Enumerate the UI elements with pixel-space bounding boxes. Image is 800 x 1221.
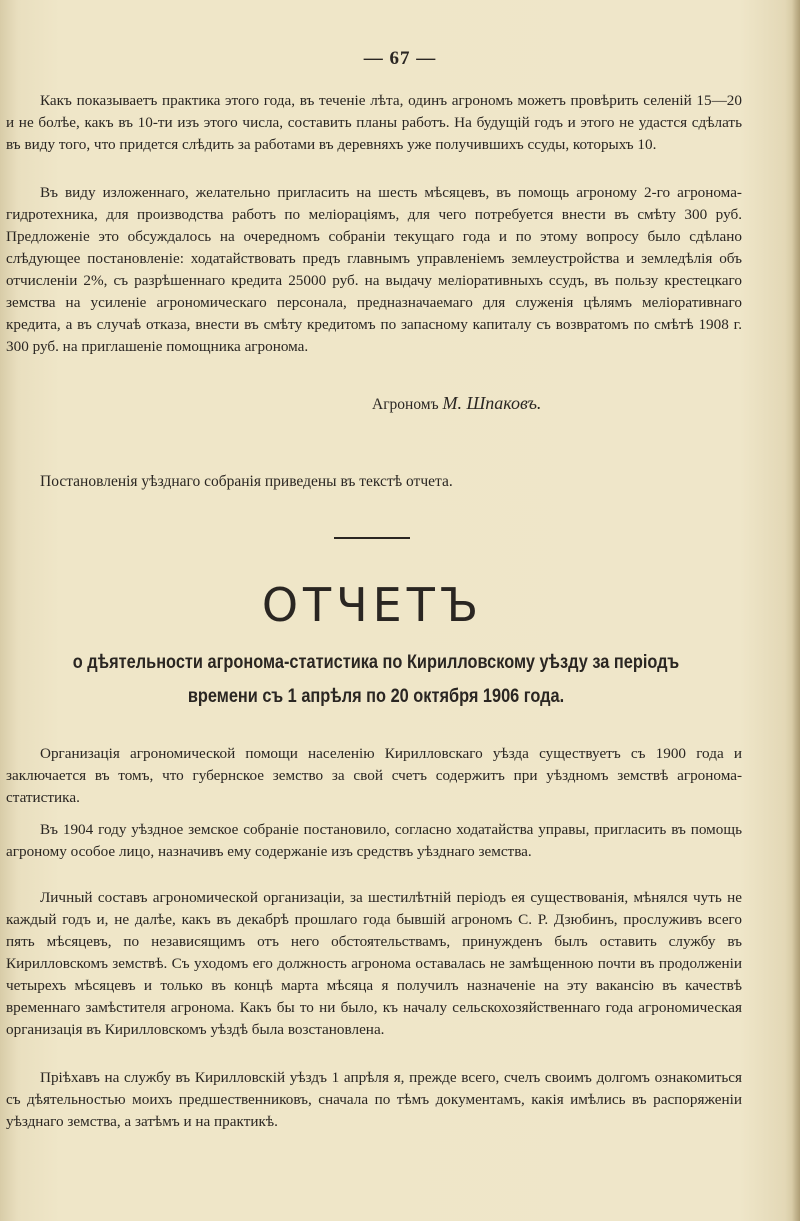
- paragraph: Пріѣхавъ на службу въ Кирилловскій уѣздъ 1 апрѣля я, прежде всего, счелъ своимъ долгомъ ознакомиться съ дѣятельностью моихъ предшественниковъ, сначала по тѣмъ документамъ, какія имѣлись въ распоряженіи уѣзднаго земства, а затѣмъ и на практикѣ.: [6, 1069, 742, 1130]
- paragraph: Организація агрономической помощи населенію Кирилловскаго уѣзда существуетъ съ 1900 года и заключается въ томъ, что губернское земство за свой счетъ содержитъ при уѣздномъ земствѣ агронома-статистика.: [6, 745, 742, 806]
- paragraph: Въ 1904 году уѣздное земское собраніе постановило, согласно ходатайства управы, пригласить въ помощь агроному особое лицо, назначивъ ему содержаніе изъ средствъ уѣзднаго земства.: [6, 821, 742, 860]
- paragraph-block: [6, 90, 742, 156]
- signature: [372, 393, 541, 414]
- divider: [334, 537, 410, 539]
- paragraph: Личный составъ агрономической организаціи, за шестилѣтній періодъ ея существованія, мѣнялся чуть не каждый годъ и, не далѣе, какъ въ декабрѣ прошлаго года бывшій агрономъ С. Р. Дзюбинъ, прослуживъ всего пять мѣсяцевъ, по независящимъ отъ него обстоятельствамъ, принужденъ былъ оставить службу въ Кирилловскомъ земствѣ. Съ уходомъ его должность агронома оставалась не замѣщенною почти въ продолженіи четырехъ мѣсяцевъ и только въ концѣ марта мѣсяца я получилъ назначеніе на эту вакансію въ качествѣ временнаго замѣстителя агронома. Какъ бы то ни было, къ началу сельскохозяйственнаго года агрономическая организація въ Кирилловскомъ уѣздѣ была возстановлена.: [6, 889, 742, 1038]
- paragraph-block: [6, 1067, 742, 1133]
- paragraph-block: [6, 819, 742, 863]
- report-subtitle-line: о дѣятельности агронома-статистика по Кирилловскому уѣзду за періодъ: [72, 652, 680, 673]
- page-edge-shadow: [792, 0, 800, 1221]
- paragraph: Какъ показываетъ практика этого года, въ теченіе лѣта, одинъ агрономъ можетъ провѣрить селеній 15—20 и не болѣе, какъ въ 10-ти изъ этого числа, составить планы работъ. На будущій годъ и этого не удастся сдѣлать въ виду того, что придется слѣдить за работами въ деревняхъ уже получившихъ ссуды, которыхъ 10.: [6, 92, 742, 153]
- paragraph-block: [6, 182, 742, 358]
- report-title: ОТЧЕТЪ: [261, 578, 484, 632]
- report-subtitle-line: времени съ 1 апрѣля по 20 октября 1906 года.: [187, 686, 565, 707]
- signature-role: Агрономъ: [372, 396, 439, 413]
- signature-name: М. Шпаковъ.: [442, 393, 542, 413]
- paragraph-block: [6, 887, 742, 1041]
- page-number: — 67 —: [363, 48, 437, 69]
- paragraph-block: [6, 743, 742, 809]
- report-subtitle: [61, 646, 691, 714]
- paragraph: Въ виду изложеннаго, желательно пригласить на шесть мѣсяцевъ, въ помощь агроному 2-го агронома-гидротехника, для производства работъ по меліораціямъ, для чего потребуется внести въ смѣту 300 руб. Предложеніе это обсуждалось на очередномъ собраніи текущаго года и по этому вопросу было сдѣлано слѣдующее постановленіе: ходатайствовать предъ главнымъ управленіемъ землеустройства и земледѣлія объ отчисленіи 2%, съ разрѣшеннаго кредита 25000 руб. на выдачу меліоративныхъ ссудъ, въ пользу крестецкаго земства на усиленіе агрономическаго персонала, предназначаемаго для служенія цѣлямъ меліоративнаго кредита, а въ случаѣ отказа, внести въ смѣту кредитомъ по запасному капиталу съ возвратомъ по смѣтѣ 1908 г. 300 руб. на приглашеніе помощника агронома.: [6, 184, 742, 355]
- note: Постановленія уѣзднаго собранія приведены въ текстѣ отчета.: [40, 473, 453, 490]
